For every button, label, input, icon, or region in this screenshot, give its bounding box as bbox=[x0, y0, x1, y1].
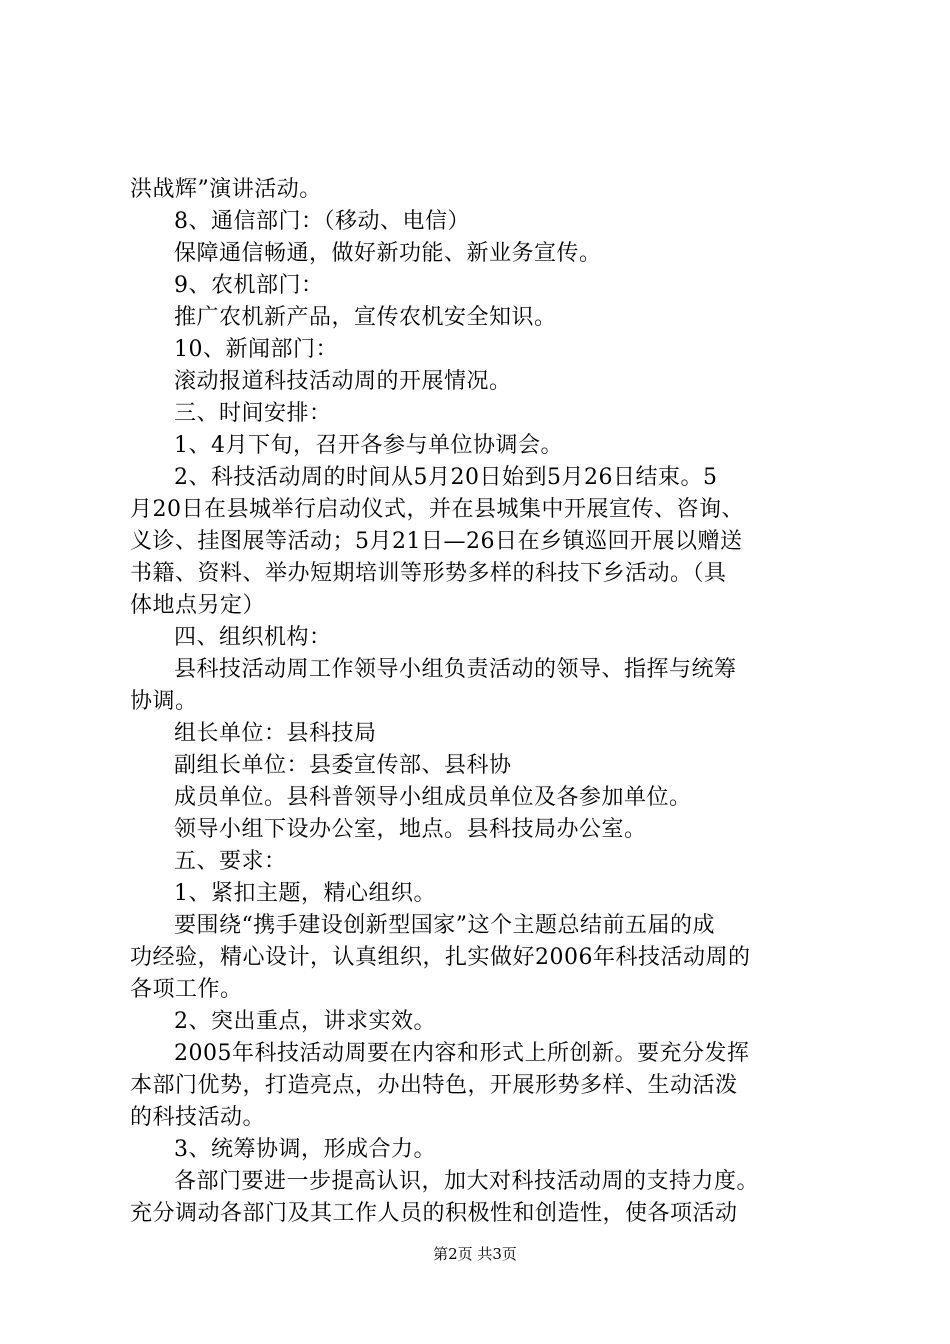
document-body bbox=[130, 174, 835, 1230]
text-line: 保障通信畅通，做好新功能、新业务宣传。 bbox=[174, 241, 602, 266]
page-footer: 第2页 共3页 bbox=[433, 1245, 517, 1263]
text-line: 各部门要进一步提高认识，加大对科技活动周的支持力度。 bbox=[174, 1169, 760, 1194]
text-line: 8、通信部门：（移动、电信） bbox=[174, 209, 470, 234]
text-line: 的科技活动。 bbox=[130, 1105, 266, 1130]
text-line: 本部门优势，打造亮点，办出特色，开展形势多样、生动活泼 bbox=[130, 1073, 738, 1098]
text-line: 1、紧扣主题，精心组织。 bbox=[174, 881, 436, 906]
text-line: 各项工作。 bbox=[130, 977, 243, 1002]
text-line: 体地点另定） bbox=[130, 593, 266, 618]
text-line: 成员单位。县科普领导小组成员单位及各参加单位。 bbox=[174, 785, 692, 810]
text-line: 四、组织机构： bbox=[174, 625, 332, 650]
text-line: 义诊、挂图展等活动；5月21日—26日在乡镇巡回开展以赠送 bbox=[130, 529, 743, 554]
text-line: 县科技活动周工作领导小组负责活动的领导、指挥与统筹 bbox=[174, 657, 737, 682]
text-line: 2005年科技活动周要在内容和形式上所创新。要充分发挥 bbox=[174, 1041, 750, 1066]
text-line: 副组长单位：县委宣传部、县科协 bbox=[174, 753, 512, 778]
text-line: 协调。 bbox=[130, 689, 198, 714]
text-line: 推广农机新产品，宣传农机安全知识。 bbox=[174, 305, 557, 330]
text-line: 要围绕“携手建设创新型国家”这个主题总结前五届的成 bbox=[174, 913, 715, 938]
text-line: 2、突出重点，讲求实效。 bbox=[174, 1009, 436, 1034]
text-line: 三、时间安排： bbox=[174, 401, 332, 426]
text-line: 洪战辉”演讲活动。 bbox=[130, 177, 322, 202]
text-line: 2、科技活动周的时间从5月20日始到5月26日结束。5 bbox=[174, 465, 718, 490]
text-line: 功经验，精心设计，认真组织，扎实做好2006年科技活动周的 bbox=[130, 945, 751, 970]
text-line: 五、要求： bbox=[174, 849, 287, 874]
text-line: 充分调动各部门及其工作人员的积极性和创造性，使各项活动 bbox=[130, 1201, 738, 1226]
text-line: 组长单位：县科技局 bbox=[174, 721, 377, 746]
text-line: 3、统筹协调，形成合力。 bbox=[174, 1137, 436, 1162]
text-line: 1、4月下旬，召开各参与单位协调会。 bbox=[174, 433, 563, 458]
text-line: 滚动报道科技活动周的开展情况。 bbox=[174, 369, 512, 394]
text-line: 书籍、资料、举办短期培训等形势多样的科技下乡活动。（具 bbox=[130, 561, 727, 586]
text-line: 10、新闻部门： bbox=[174, 337, 338, 362]
text-line: 月20日在县城举行启动仪式，并在县城集中开展宣传、咨询、 bbox=[130, 497, 744, 522]
text-line: 9、农机部门： bbox=[174, 273, 324, 298]
text-line: 领导小组下设办公室，地点。县科技局办公室。 bbox=[174, 817, 647, 842]
